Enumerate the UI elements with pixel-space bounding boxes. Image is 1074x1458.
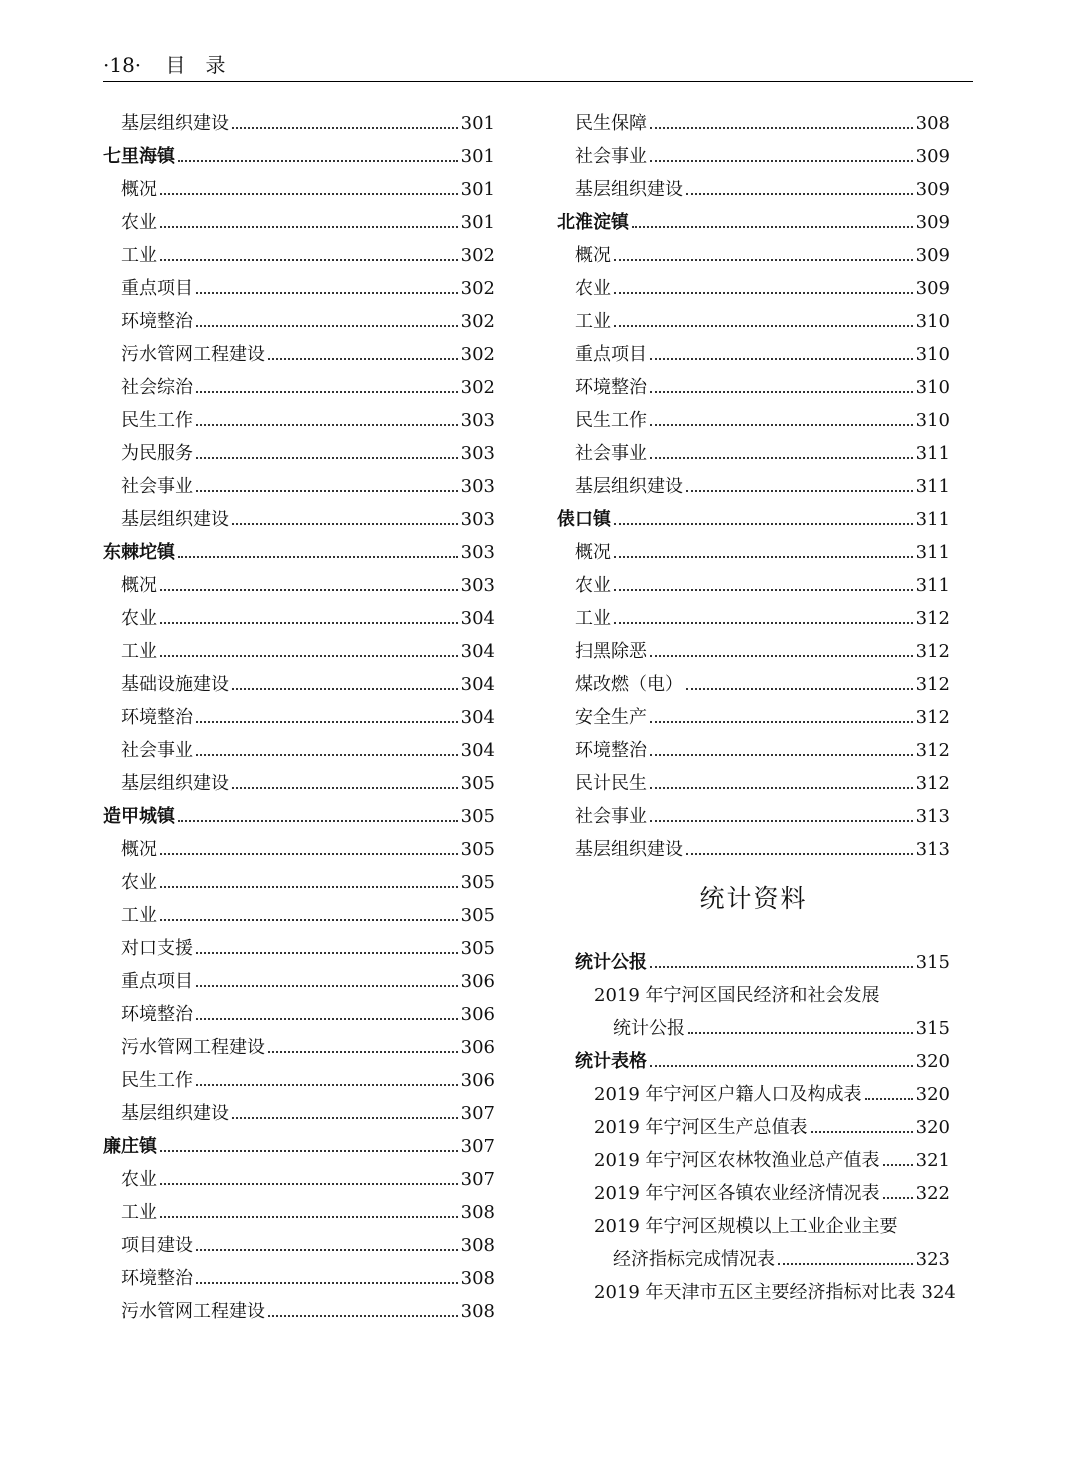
toc-entry-label: 民生保障: [575, 113, 647, 134]
dot-leader: [614, 556, 913, 558]
toc-entry-label: 概况: [575, 245, 611, 266]
toc-entry-label: 2019 年宁河区各镇农业经济情况表: [594, 1183, 880, 1204]
toc-entry[interactable]: [103, 173, 495, 206]
dot-leader: [268, 1315, 458, 1317]
toc-entry-label: 重点项目: [121, 278, 193, 299]
header-rule: [103, 81, 973, 82]
toc-entry[interactable]: [557, 701, 950, 734]
toc-entry-page: 312: [915, 641, 950, 662]
toc-entry-page: 305: [460, 773, 495, 794]
dot-leader: [196, 1249, 458, 1251]
dot-leader: [196, 457, 458, 459]
dot-leader: [160, 226, 458, 228]
toc-entry-label: 污水管网工程建设: [121, 1301, 265, 1322]
toc-entry-label: 社会事业: [575, 146, 647, 167]
toc-entry-page: 311: [915, 443, 950, 464]
dot-leader: [178, 820, 458, 822]
dot-leader: [688, 1032, 913, 1034]
toc-heading-entry[interactable]: [103, 1130, 495, 1163]
toc-entry-label: 工业: [121, 641, 157, 662]
toc-entry-label: 基层组织建设: [121, 113, 229, 134]
toc-entry[interactable]: [103, 1064, 495, 1097]
toc-entry-label: 概况: [575, 542, 611, 563]
dot-leader: [650, 424, 913, 426]
toc-entry-label: 基础设施建设: [121, 674, 229, 695]
toc-entry[interactable]: [103, 1295, 495, 1328]
toc-entry[interactable]: [103, 965, 495, 998]
toc-entry[interactable]: [103, 998, 495, 1031]
toc-right-column: [557, 107, 956, 1309]
toc-entry[interactable]: [557, 635, 950, 668]
toc-entry-label: 环境整治: [121, 1004, 193, 1025]
toc-entry[interactable]: [103, 866, 495, 899]
toc-entry[interactable]: [557, 833, 950, 866]
toc-heading-entry[interactable]: [557, 206, 950, 239]
dot-leader: [178, 556, 458, 558]
dot-leader: [196, 424, 458, 426]
toc-entry-page: 301: [460, 179, 495, 200]
toc-entry-label: 社会事业: [575, 443, 647, 464]
toc-entry[interactable]: [557, 979, 950, 1012]
toc-entry[interactable]: [103, 470, 495, 503]
toc-entry[interactable]: [103, 1163, 495, 1196]
toc-entry-page: 315: [915, 952, 950, 973]
toc-entry[interactable]: [103, 107, 495, 140]
toc-entry[interactable]: [103, 305, 495, 338]
toc-entry[interactable]: [557, 569, 950, 602]
toc-entry[interactable]: [557, 470, 950, 503]
toc-entry-page: 312: [915, 740, 950, 761]
toc-entry[interactable]: [103, 1097, 495, 1130]
dot-leader: [196, 490, 458, 492]
toc-entry[interactable]: [557, 1144, 950, 1177]
toc-entry-page: 312: [915, 707, 950, 728]
toc-entry-page: 305: [460, 938, 495, 959]
dot-leader: [160, 886, 458, 888]
toc-entry-page: 313: [915, 806, 950, 827]
header-title: 目录: [165, 53, 246, 77]
toc-entry-label: 工业: [121, 905, 157, 926]
toc-entry[interactable]: [103, 767, 495, 800]
toc-entry-label: 概况: [121, 839, 157, 860]
toc-entry-page: 305: [460, 905, 495, 926]
toc-entry-page: 308: [460, 1235, 495, 1256]
toc-entry-label: 环境整治: [575, 740, 647, 761]
toc-entry-label: 民生工作: [121, 410, 193, 431]
dot-leader: [160, 1150, 458, 1152]
dot-leader: [650, 754, 913, 756]
toc-entry-page: 306: [460, 971, 495, 992]
toc-entry-label: 基层组织建设: [575, 179, 683, 200]
dot-leader: [686, 688, 913, 690]
toc-entry-page: 306: [460, 1070, 495, 1091]
toc-entry[interactable]: [557, 371, 950, 404]
toc-entry-label: 社会综治: [121, 377, 193, 398]
toc-entry[interactable]: [557, 107, 950, 140]
toc-entry-label: 工业: [575, 311, 611, 332]
toc-entry-label: 环境整治: [121, 707, 193, 728]
dot-leader: [160, 1183, 458, 1185]
toc-entry-page: 304: [460, 740, 495, 761]
toc-entry[interactable]: [103, 635, 495, 668]
toc-entry[interactable]: [557, 602, 950, 635]
toc-entry-page: 304: [460, 674, 495, 695]
toc-entry[interactable]: [103, 1229, 495, 1262]
toc-entry-page: 313: [915, 839, 950, 860]
toc-entry-label: 概况: [121, 179, 157, 200]
dot-leader: [196, 325, 458, 327]
dot-leader: [232, 523, 458, 525]
toc-entry-label: 七里海镇: [103, 146, 175, 167]
toc-entry[interactable]: [103, 404, 495, 437]
toc-entry-page: 301: [460, 146, 495, 167]
dot-leader: [632, 226, 913, 228]
toc-entry-label: 环境整治: [121, 1268, 193, 1289]
toc-left-column: [103, 107, 495, 1328]
toc-entry-label: 污水管网工程建设: [121, 344, 265, 365]
toc-entry-page: 309: [915, 245, 950, 266]
toc-entry-label: 2019 年宁河区户籍人口及构成表: [594, 1084, 862, 1105]
toc-entry-label: 扫黑除恶: [575, 641, 647, 662]
toc-entry-page: 303: [460, 575, 495, 596]
toc-entry-label: 为民服务: [121, 443, 193, 464]
toc-entry[interactable]: [557, 734, 950, 767]
toc-entry-label: 农业: [121, 212, 157, 233]
toc-entry-label: 社会事业: [121, 476, 193, 497]
toc-entry-page: 312: [915, 773, 950, 794]
toc-heading-entry[interactable]: [103, 800, 495, 833]
dot-leader: [268, 1051, 458, 1053]
toc-entry[interactable]: [103, 239, 495, 272]
toc-entry[interactable]: [557, 536, 950, 569]
dot-leader: [196, 1084, 458, 1086]
toc-entry[interactable]: [103, 602, 495, 635]
dot-leader: [196, 754, 458, 756]
toc-entry[interactable]: [103, 371, 495, 404]
toc-entry-label: 重点项目: [575, 344, 647, 365]
dot-leader: [232, 1117, 458, 1119]
toc-entry-label: 农业: [121, 1169, 157, 1190]
toc-entry[interactable]: [103, 338, 495, 371]
dot-leader: [196, 721, 458, 723]
toc-entry[interactable]: [103, 899, 495, 932]
toc-entry-page: 322: [915, 1183, 950, 1204]
toc-entry[interactable]: [557, 239, 950, 272]
toc-entry-page: 309: [915, 146, 950, 167]
toc-entry-label: 项目建设: [121, 1235, 193, 1256]
toc-entry-label: 煤改燃（电）: [575, 674, 683, 695]
toc-entry-label: 统计公报: [575, 952, 647, 973]
toc-entry-label: 2019 年宁河区农林牧渔业总产值表: [594, 1150, 880, 1171]
dot-leader: [160, 193, 458, 195]
toc-entry[interactable]: [557, 404, 950, 437]
dot-leader: [614, 523, 913, 525]
toc-entry-page: 302: [460, 377, 495, 398]
toc-entry-page: 312: [915, 674, 950, 695]
dot-leader: [160, 655, 458, 657]
toc-entry-page: 311: [915, 509, 950, 530]
dot-leader: [650, 127, 913, 129]
dot-leader: [811, 1131, 913, 1133]
toc-entry[interactable]: [557, 800, 950, 833]
dot-leader: [865, 1098, 913, 1100]
toc-entry[interactable]: [557, 140, 950, 173]
toc-entry-page: 308: [460, 1202, 495, 1223]
toc-heading-entry[interactable]: [103, 140, 495, 173]
toc-entry-page: 303: [460, 542, 495, 563]
dot-leader: [178, 160, 458, 162]
dot-leader: [650, 721, 913, 723]
toc-entry-label: 安全生产: [575, 707, 647, 728]
dot-leader: [232, 787, 458, 789]
toc-entry-page: 310: [915, 311, 950, 332]
toc-entry-page: 308: [460, 1301, 495, 1322]
toc-entry-label: 东棘坨镇: [103, 542, 175, 563]
toc-entry-page: 304: [460, 641, 495, 662]
toc-entry-page: 310: [915, 344, 950, 365]
toc-entry-page: 311: [915, 476, 950, 497]
dot-leader: [614, 622, 913, 624]
toc-entry-page: 303: [460, 509, 495, 530]
toc-entry[interactable]: [103, 932, 495, 965]
toc-entry-label: 民生工作: [575, 410, 647, 431]
toc-entry-page: 312: [915, 608, 950, 629]
toc-entry-label: 基层组织建设: [121, 1103, 229, 1124]
toc-entry-page: 307: [460, 1103, 495, 1124]
toc-entry-label: 工业: [121, 1202, 157, 1223]
toc-entry[interactable]: [557, 305, 950, 338]
toc-entry[interactable]: [103, 272, 495, 305]
dot-leader: [160, 1216, 458, 1218]
toc-entry[interactable]: [557, 767, 950, 800]
dot-leader: [160, 259, 458, 261]
toc-entry-label: 基层组织建设: [575, 839, 683, 860]
toc-entry-page: 302: [460, 344, 495, 365]
toc-entry-page: 302: [460, 245, 495, 266]
toc-entry-label: 农业: [121, 608, 157, 629]
toc-heading-entry[interactable]: [557, 946, 950, 979]
page-number: ·18·: [103, 53, 142, 77]
toc-entry-label: 农业: [121, 872, 157, 893]
toc-entry-page: 323: [915, 1249, 950, 1270]
toc-entry-label: 环境整治: [121, 311, 193, 332]
toc-entry-label: 民计民生: [575, 773, 647, 794]
toc-entry[interactable]: [557, 1012, 950, 1045]
toc-right-entries: [557, 107, 950, 866]
toc-entry-page: 309: [915, 179, 950, 200]
toc-entry-page: 306: [460, 1037, 495, 1058]
toc-entry-page: 309: [915, 278, 950, 299]
toc-entry-label: 统计公报: [613, 1018, 685, 1039]
toc-entry-label: 社会事业: [121, 740, 193, 761]
dot-leader: [614, 589, 913, 591]
toc-entry-page: 308: [460, 1268, 495, 1289]
toc-entry-page: 301: [460, 212, 495, 233]
toc-entry-label: 对口支援: [121, 938, 193, 959]
toc-entry-label: 环境整治: [575, 377, 647, 398]
toc-entry-page: 307: [460, 1136, 495, 1157]
toc-entry-page: 310: [915, 377, 950, 398]
toc-heading-entry[interactable]: [557, 1045, 950, 1078]
toc-entry-label: 统计表格: [575, 1051, 647, 1072]
toc-entry-label: 重点项目: [121, 971, 193, 992]
dot-leader: [650, 1065, 913, 1067]
toc-entry-label: 农业: [575, 575, 611, 596]
toc-entry-page: 310: [915, 410, 950, 431]
toc-entry[interactable]: [103, 437, 495, 470]
toc-entry-page: 315: [915, 1018, 950, 1039]
toc-entry[interactable]: [557, 173, 950, 206]
toc-entry-page: 321: [915, 1150, 950, 1171]
toc-entry[interactable]: [103, 569, 495, 602]
toc-entry-label: 社会事业: [575, 806, 647, 827]
dot-leader: [196, 1282, 458, 1284]
dot-leader: [196, 1018, 458, 1020]
toc-entry-page: 305: [460, 872, 495, 893]
toc-entry-page: 309: [915, 212, 950, 233]
dot-leader: [883, 1197, 913, 1199]
dot-leader: [160, 589, 458, 591]
toc-entry[interactable]: [103, 1262, 495, 1295]
toc-entry[interactable]: [557, 272, 950, 305]
dot-leader: [650, 457, 913, 459]
toc-entry[interactable]: [557, 668, 950, 701]
toc-entry-label: 2019 年宁河区规模以上工业企业主要: [594, 1216, 898, 1237]
toc-entry-label: 概况: [121, 575, 157, 596]
toc-entry-page: 303: [460, 476, 495, 497]
toc-entry-page: 324: [921, 1282, 956, 1303]
dot-leader: [268, 358, 458, 360]
dot-leader: [614, 259, 913, 261]
dot-leader: [650, 160, 913, 162]
dot-leader: [160, 622, 458, 624]
toc-entry[interactable]: [557, 338, 950, 371]
toc-entry-page: 311: [915, 542, 950, 563]
toc-entry-label: 基层组织建设: [121, 773, 229, 794]
toc-entry-label: 污水管网工程建设: [121, 1037, 265, 1058]
dot-leader: [614, 325, 913, 327]
stats-entries: [557, 946, 956, 1309]
toc-entry[interactable]: [557, 1078, 950, 1111]
toc-entry[interactable]: [557, 1177, 950, 1210]
dot-leader: [160, 853, 458, 855]
toc-entry-label: 廉庄镇: [103, 1136, 157, 1157]
toc-entry[interactable]: [103, 701, 495, 734]
toc-entry-page: 320: [915, 1117, 950, 1138]
toc-entry[interactable]: [103, 668, 495, 701]
dot-leader: [650, 391, 913, 393]
dot-leader: [650, 966, 913, 968]
dot-leader: [232, 688, 458, 690]
toc-entry-label: 基层组织建设: [575, 476, 683, 497]
dot-leader: [883, 1164, 913, 1166]
toc-entry-page: 302: [460, 278, 495, 299]
dot-leader: [614, 292, 913, 294]
dot-leader: [650, 787, 913, 789]
toc-entry-label: 工业: [121, 245, 157, 266]
toc-entry-page: 304: [460, 608, 495, 629]
dot-leader: [232, 127, 458, 129]
toc-entry-page: 301: [460, 113, 495, 134]
toc-entry[interactable]: [103, 734, 495, 767]
toc-entry-page: 303: [460, 410, 495, 431]
toc-entry-label: 2019 年宁河区国民经济和社会发展: [594, 985, 880, 1006]
toc-entry-page: 303: [460, 443, 495, 464]
toc-entry[interactable]: [557, 1243, 950, 1276]
toc-entry-page: 305: [460, 806, 495, 827]
toc-entry[interactable]: [103, 1196, 495, 1229]
toc-entry-label: 2019 年宁河区生产总值表: [594, 1117, 808, 1138]
toc-entry[interactable]: [103, 503, 495, 536]
dot-leader: [650, 655, 913, 657]
toc-entry-label: 农业: [575, 278, 611, 299]
dot-leader: [650, 358, 913, 360]
dot-leader: [196, 391, 458, 393]
dot-leader: [196, 952, 458, 954]
dot-leader: [196, 985, 458, 987]
toc-entry-page: 305: [460, 839, 495, 860]
toc-entry[interactable]: [103, 833, 495, 866]
toc-entry-page: 320: [915, 1051, 950, 1072]
dot-leader: [686, 490, 913, 492]
toc-heading-entry[interactable]: [557, 503, 950, 536]
toc-entry-label: 经济指标完成情况表: [613, 1249, 775, 1270]
toc-entry-page: 302: [460, 311, 495, 332]
dot-leader: [160, 919, 458, 921]
toc-entry-label: 北淮淀镇: [557, 212, 629, 233]
toc-entry-label: 俵口镇: [557, 509, 611, 530]
toc-entry-page: 311: [915, 575, 950, 596]
toc-entry-label: 工业: [575, 608, 611, 629]
toc-entry-page: 320: [915, 1084, 950, 1105]
dot-leader: [196, 292, 458, 294]
toc-entry[interactable]: [557, 1111, 950, 1144]
toc-entry[interactable]: [103, 206, 495, 239]
toc-entry-label: 2019 年天津市五区主要经济指标对比表: [594, 1282, 916, 1303]
dot-leader: [686, 193, 913, 195]
section-title: 统计资料: [699, 884, 808, 913]
toc-entry-page: 307: [460, 1169, 495, 1190]
toc-entry-page: 308: [915, 113, 950, 134]
toc-entry[interactable]: [557, 1210, 950, 1243]
toc-entry-label: 基层组织建设: [121, 509, 229, 530]
toc-entry-label: 造甲城镇: [103, 806, 175, 827]
toc-entry[interactable]: [557, 1276, 956, 1309]
toc-entry-page: 304: [460, 707, 495, 728]
toc-entry[interactable]: [103, 1031, 495, 1064]
dot-leader: [686, 853, 913, 855]
dot-leader: [778, 1263, 913, 1265]
toc-entry[interactable]: [557, 437, 950, 470]
toc-entry-page: 306: [460, 1004, 495, 1025]
toc-heading-entry[interactable]: [103, 536, 495, 569]
dot-leader: [650, 820, 913, 822]
running-header: [103, 50, 973, 80]
toc-entry-label: 民生工作: [121, 1070, 193, 1091]
